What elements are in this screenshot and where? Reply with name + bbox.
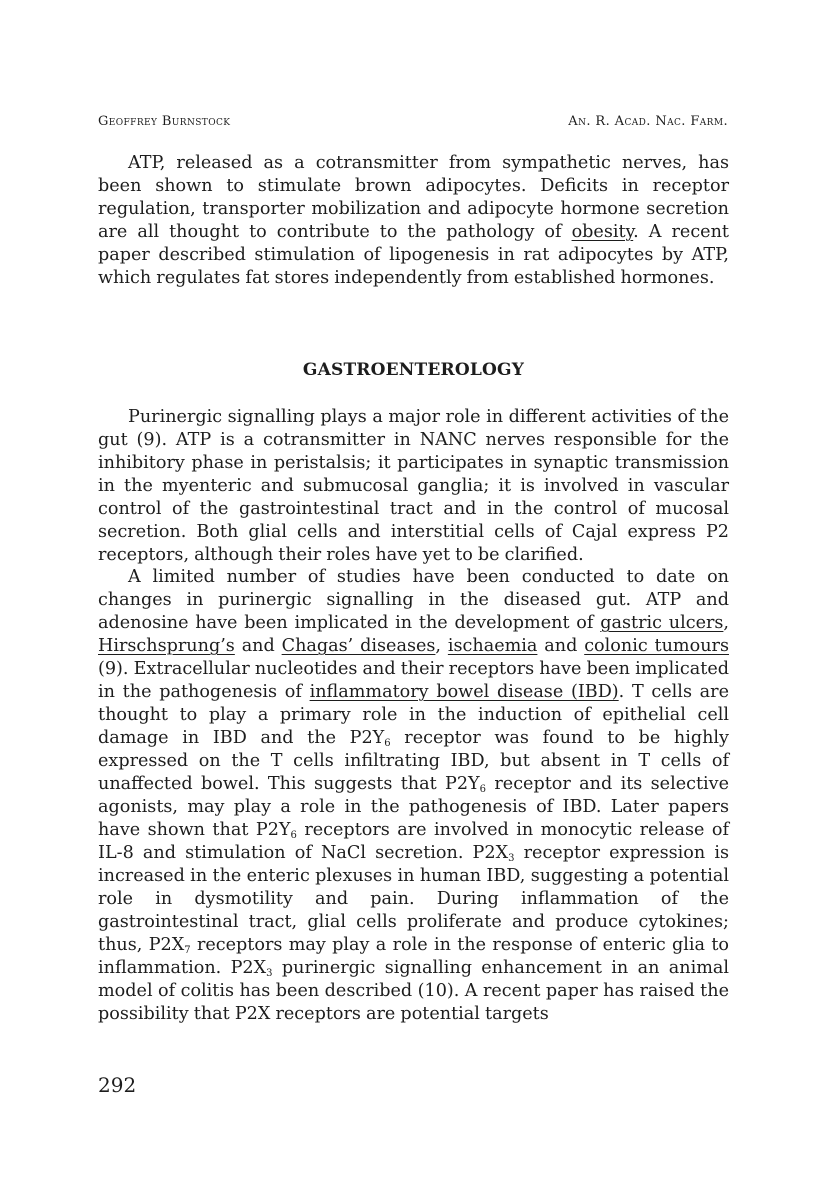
page-number: 292 <box>98 1073 137 1097</box>
paragraph-obesity <box>98 152 729 290</box>
paragraph-text: receptor and its selective agonists, may play a role in the pathogenesis of IBD. Later papers have shown that <box>98 774 730 840</box>
link-obesity[interactable]: obesity <box>571 222 634 242</box>
receptor-name: $P2Y_6$ <box>349 728 391 749</box>
paragraph-text: receptors are involved in monocytic release of IL-8 and stimulation of NaCl secretion. <box>98 820 729 863</box>
link-ibd[interactable]: inflammatory bowel disease (IBD) <box>309 682 619 702</box>
paragraph-text: . A recent paper described stimulation of lipogenesis in rat adipocytes by ATP, which regulates fat stores independently from established hormones. <box>98 222 729 288</box>
receptor-name: $P2X_3$ <box>230 958 273 979</box>
section-heading: GASTROENTEROLOGY <box>302 360 525 380</box>
paragraph-text: receptor expression is increased in the enteric plexuses in human IBD, suggesting a potential role in dysmotility and pain. During inflammation of the gastrointestinal tract, glial cells proliferate and produce cytokines; thus, <box>98 843 729 955</box>
receptor-name: $P2Y_6$ <box>255 820 297 841</box>
paragraph-text: . T cells are thought to play a primary role in the induction of epithelial cell damage in IBD and the <box>98 682 729 748</box>
link-hirschsprung[interactable]: Hirschsprung’s <box>98 636 235 656</box>
paragraph-text: , <box>723 613 730 633</box>
paragraph-text: receptors may play a role in the response of enteric glia to inflammation. <box>98 935 729 978</box>
link-ischaemia[interactable]: ischaemia <box>447 636 538 656</box>
receptor-name: $P2X_7$ <box>148 935 191 956</box>
receptor-name: $P2Y_6$ <box>445 774 487 795</box>
receptor-name: $P2X_3$ <box>472 843 515 864</box>
header-journal: An. R. Acad. Nac. Farm. <box>568 114 728 129</box>
paragraph-text: A limited number of studies have been conducted to date on changes in purinergic signalling in the diseased gut. ATP and adenosine have been implicated in the development of <box>98 567 729 633</box>
paragraph-text: (9). Extracellular nucleotides and their receptors have been implicated in the pathogenesis of <box>98 659 729 702</box>
paragraph-text: Purinergic signalling plays a major role in different activities of the gut (9). ATP is a cotransmitter in NANC nerves responsible for the inhibitory phase in peristalsis; it participates in synaptic transmission in the myenteric and submucosal ganglia; it is involved in vascular control of the gastrointestinal tract and in the control of mucosal secretion. Both glial cells and interstitial cells of Cajal express P2 receptors, although their roles have yet to be clarified. <box>98 407 729 565</box>
paragraph-text: purinergic signalling enhancement in an animal model of colitis has been described (10). A recent paper has raised the possibility that P2X receptors are potential targets <box>98 958 729 1024</box>
header-author: Geoffrey Burnstock <box>98 114 231 129</box>
link-chagas-diseases[interactable]: Chagas’ diseases <box>281 636 436 656</box>
link-gastric-ulcers[interactable]: gastric ulcers <box>600 613 724 633</box>
paragraph-diseased-gut <box>98 566 729 1026</box>
paragraph-text: , <box>435 636 448 656</box>
running-header <box>98 114 728 129</box>
paragraph-purinergic-gut <box>98 406 729 567</box>
paragraph-text: and <box>234 636 282 656</box>
paragraph-text: receptor was found to be highly expressed on the T cells infiltrating IBD, but absent in T cells of unaffected bowel. This suggests that <box>98 728 729 794</box>
paragraph-text: and <box>537 636 585 656</box>
paragraph-text: ATP, released as a cotransmitter from sympathetic nerves, has been shown to stimulate brown adipocytes. Deficits in receptor regulation, transporter mobilization and adipocyte hormone secretion are all thought to contribute to the pathology of <box>98 153 729 242</box>
link-colonic-tumours[interactable]: colonic tumours <box>584 636 729 656</box>
